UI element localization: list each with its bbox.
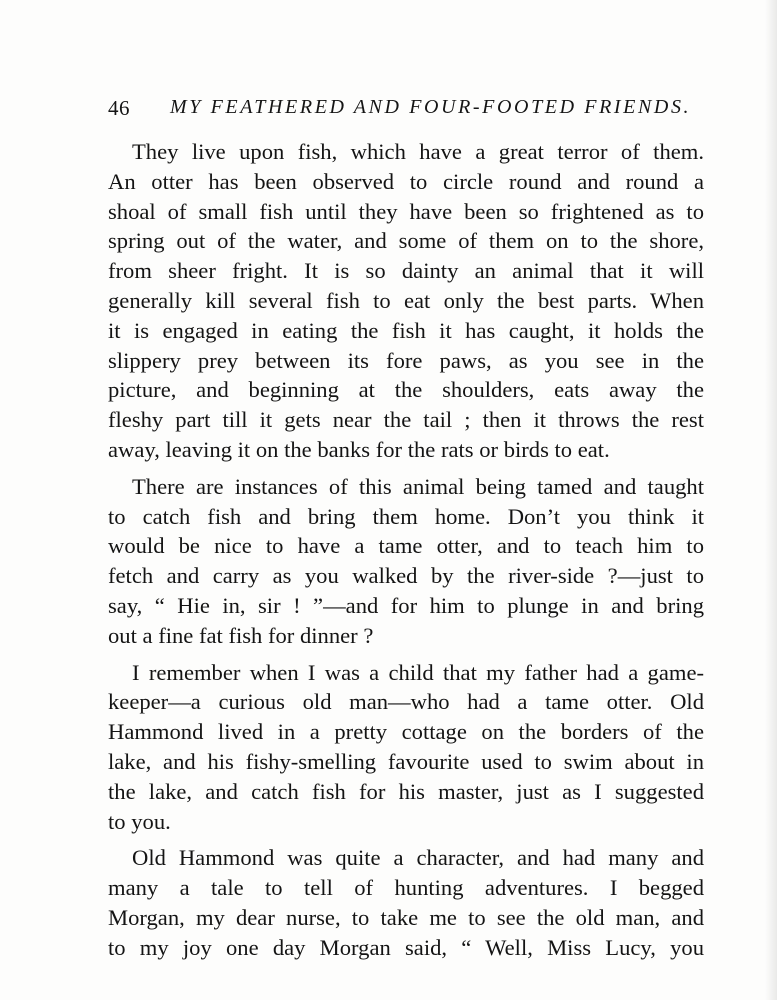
paragraph-3	[108, 658, 704, 837]
text-line: out a fine fat fish for dinner ?	[108, 622, 374, 648]
text-line: Morgan, my dear nurse, to take me to see the old man, and	[108, 904, 704, 930]
text-line: I remember when I was a child that my father had a game-	[132, 659, 704, 685]
page-number: 46	[108, 96, 130, 120]
text-line: generally kill several fish to eat only the best parts. When	[108, 287, 704, 313]
paragraph-2	[108, 472, 704, 651]
text-line: Hammond lived in a pretty cottage on the borders of the	[108, 719, 704, 745]
text-line: Old Hammond was quite a character, and had many and	[132, 845, 704, 871]
text-line: to you.	[108, 808, 171, 834]
text-line: keeper—a curious old man—who had a tame otter. Old	[108, 689, 704, 715]
text-line: to catch fish and bring them home. Don’t you think it	[108, 503, 704, 529]
text-line: picture, and beginning at the shoulders, eats away the	[108, 377, 704, 403]
text-line: would be nice to have a tame otter, and to teach him to	[108, 533, 704, 559]
text-line: slippery prey between its fore paws, as you see in the	[108, 347, 704, 373]
text-line: fleshy part till it gets near the tail ; then it throws the rest	[108, 407, 704, 433]
paragraph-1	[108, 137, 704, 465]
running-head	[108, 92, 692, 122]
text-line: it is engaged in eating the fish it has caught, it holds the	[108, 317, 704, 343]
text-line: the lake, and catch fish for his master, just as I suggested	[108, 778, 704, 804]
running-title: MY FEATHERED AND FOUR-FOOTED FRIENDS.	[170, 96, 692, 118]
text-line: say, “ Hie in, sir ! ”—and for him to plunge in and bring	[108, 592, 704, 618]
text-line: spring out of the water, and some of them on to the shore,	[108, 228, 704, 254]
text-line: There are instances of this animal being tamed and taught	[132, 473, 704, 499]
paragraph-4	[108, 843, 704, 962]
body-text	[108, 137, 704, 970]
text-line: from sheer fright. It is so dainty an animal that it will	[108, 258, 704, 284]
text-line: away, leaving it on the banks for the rats or birds to eat.	[108, 436, 610, 462]
text-line: lake, and his fishy-smelling favourite used to swim about in	[108, 748, 704, 774]
text-line: An otter has been observed to circle round and round a	[108, 168, 704, 194]
text-line: to my joy one day Morgan said, “ Well, Miss Lucy, you	[108, 934, 704, 960]
text-line: shoal of small fish until they have been so frightened as to	[108, 198, 704, 224]
text-line: many a tale to tell of hunting adventures. I begged	[108, 875, 704, 901]
text-line: fetch and carry as you walked by the river-side ?—just to	[108, 563, 704, 589]
page-edge-shadow	[765, 0, 777, 1000]
text-line: They live upon fish, which have a great terror of them.	[132, 139, 704, 164]
